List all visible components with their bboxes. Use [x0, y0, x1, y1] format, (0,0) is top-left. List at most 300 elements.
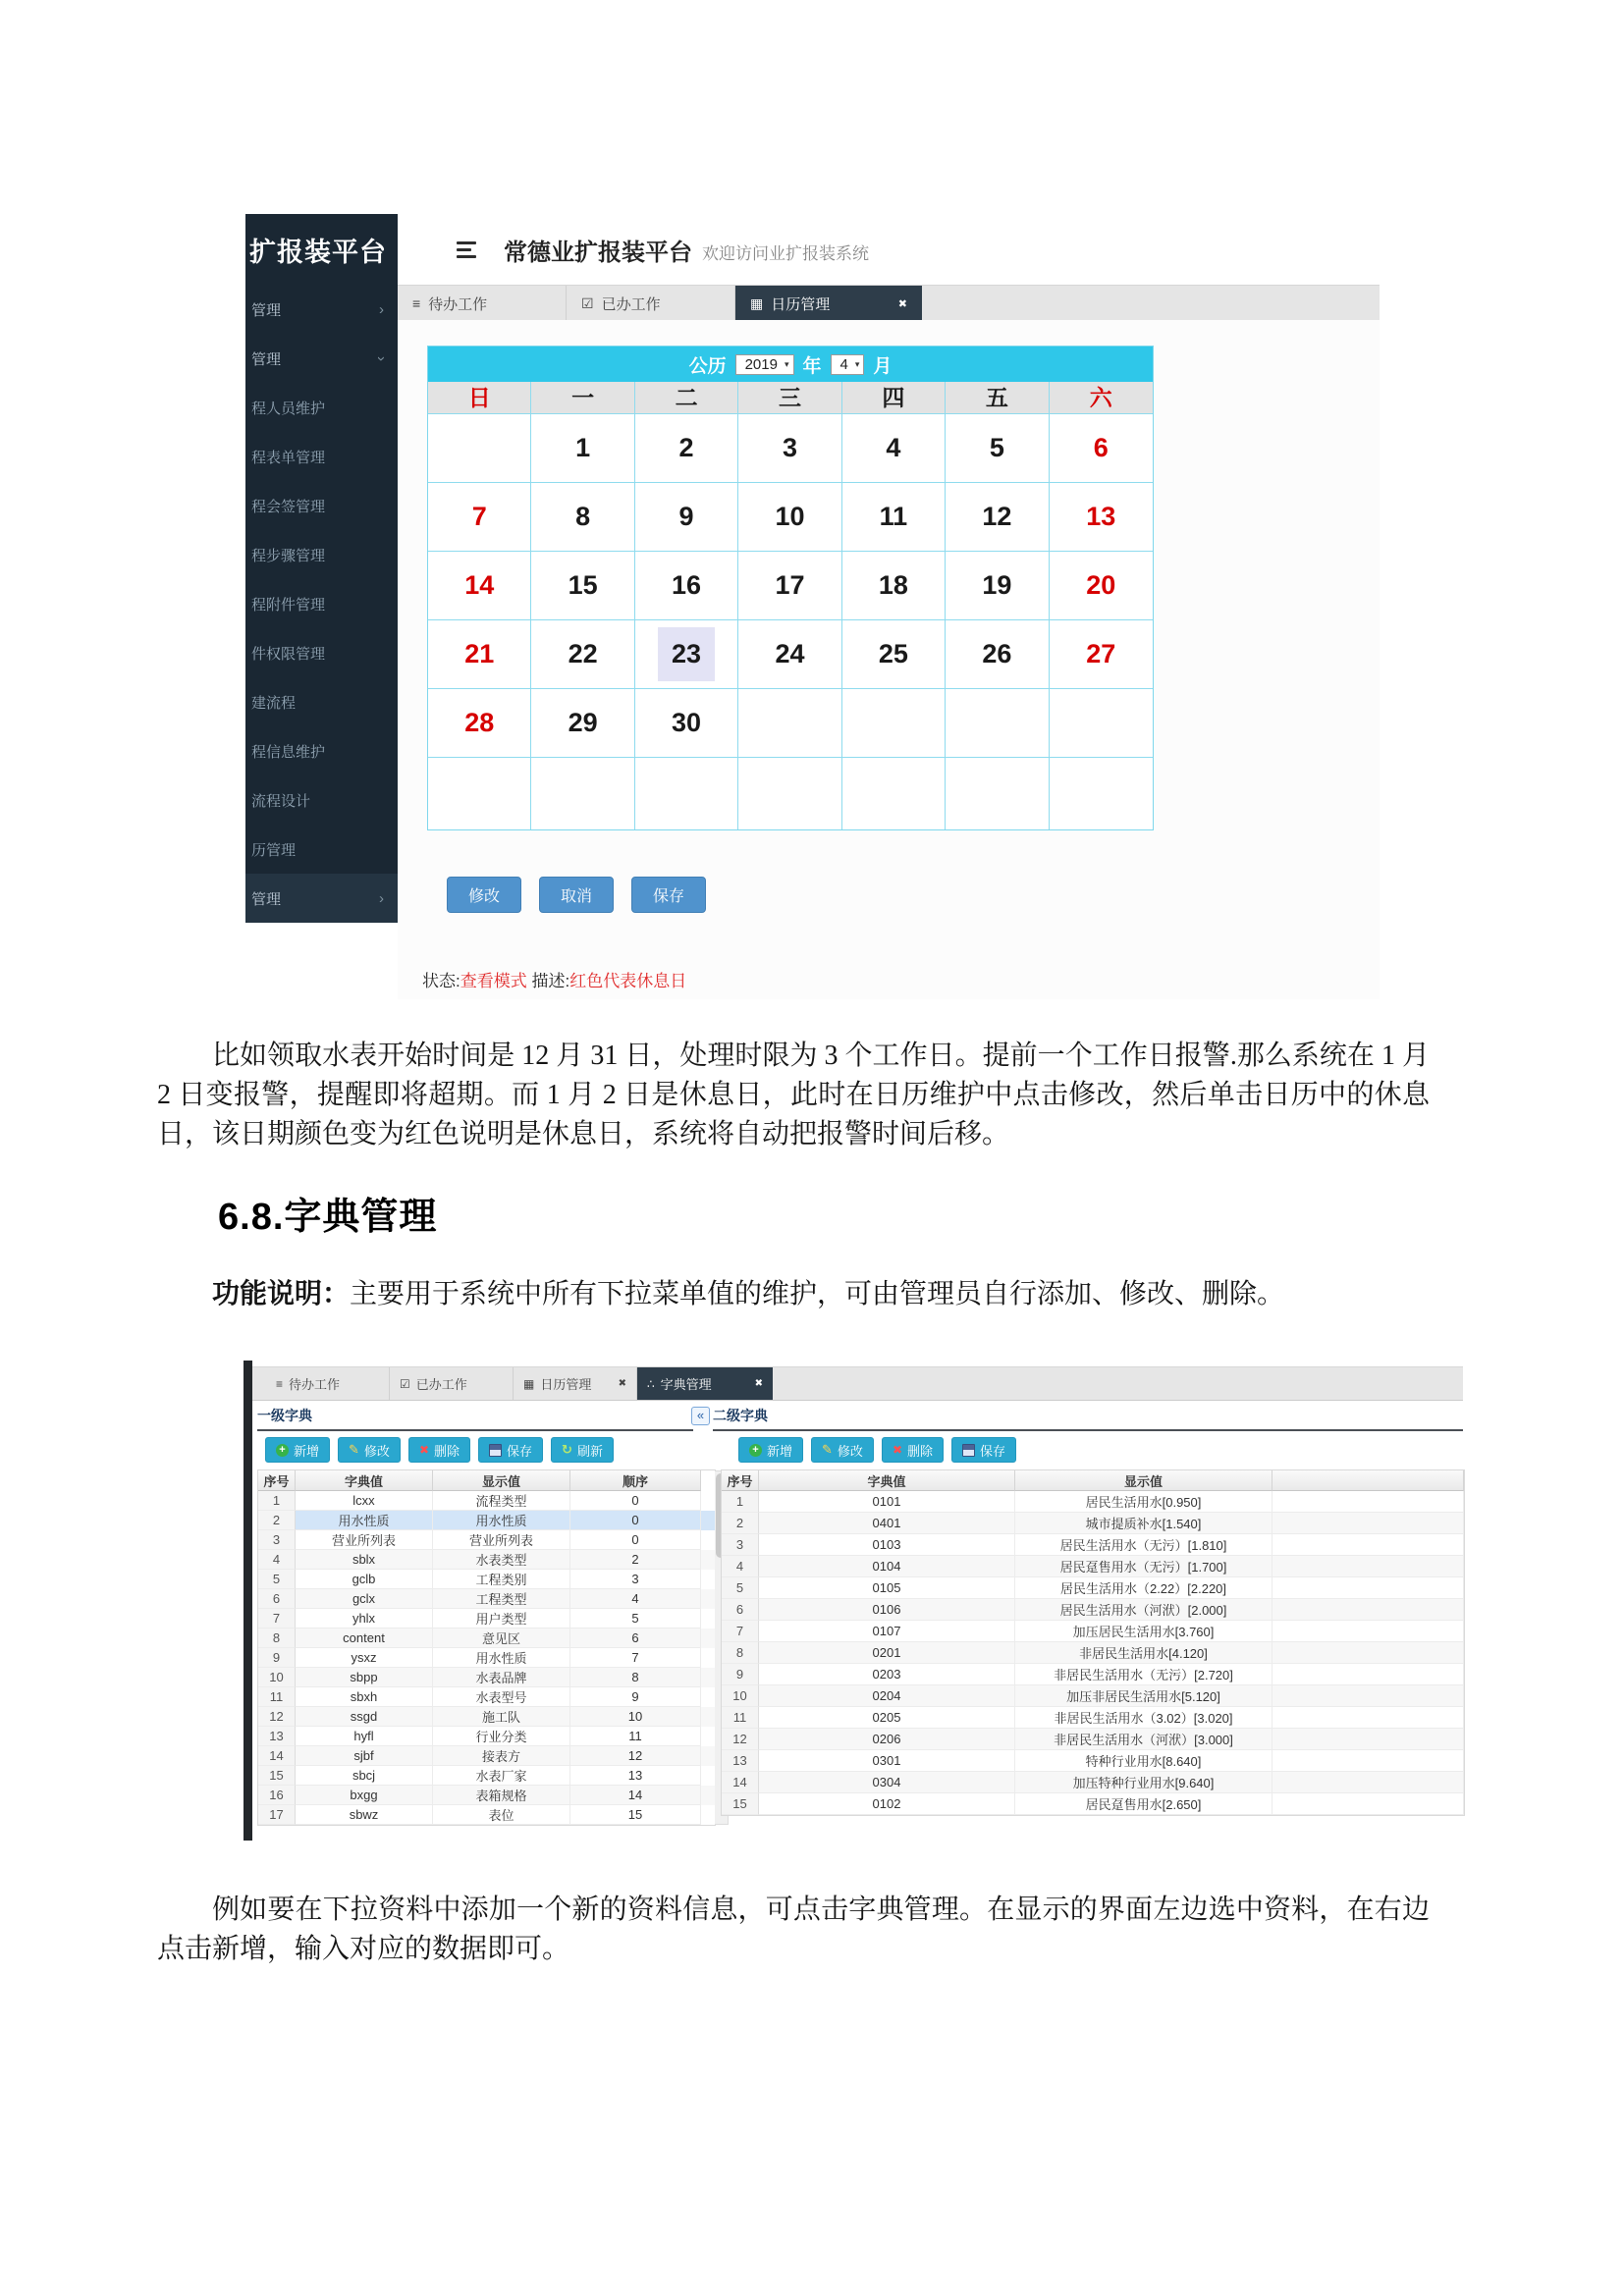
- table-cell: sjbf: [296, 1746, 433, 1766]
- calendar-date-cell: [842, 758, 946, 829]
- menu-toggle-icon[interactable]: [457, 241, 476, 258]
- calendar-date-cell[interactable]: [842, 483, 946, 552]
- calendar-date-cell[interactable]: [428, 552, 531, 620]
- save-button[interactable]: 保存: [631, 877, 706, 913]
- table-cell: 16: [258, 1786, 296, 1805]
- calendar-date-cell[interactable]: [428, 483, 531, 552]
- table-row[interactable]: [258, 1648, 715, 1668]
- cancel-button[interactable]: 取消: [539, 877, 614, 913]
- table-cell: 10: [258, 1668, 296, 1687]
- table-row[interactable]: [258, 1766, 715, 1786]
- calendar-date-cell[interactable]: [428, 689, 531, 758]
- table-cell: sbcj: [296, 1766, 433, 1786]
- calendar-date-cell[interactable]: [946, 483, 1049, 552]
- table-cell: 2: [258, 1511, 296, 1530]
- table-row[interactable]: [258, 1530, 715, 1550]
- table-row[interactable]: [722, 1556, 1464, 1577]
- calendar-tab-bar: [398, 285, 1380, 322]
- sidebar-item[interactable]: [245, 775, 398, 825]
- table-cell: 9: [722, 1664, 759, 1685]
- table-cell: 5: [722, 1577, 759, 1599]
- calendar-week-row: [428, 758, 1153, 829]
- calendar-date-cell[interactable]: [946, 620, 1049, 689]
- table-row[interactable]: [258, 1491, 715, 1511]
- section-heading: 6.8.字典管理: [218, 1197, 438, 1238]
- calendar-date-cell[interactable]: [635, 414, 738, 483]
- calendar-date-cell[interactable]: [635, 483, 738, 552]
- date-number: 5: [989, 433, 1004, 462]
- table-row[interactable]: [722, 1685, 1464, 1707]
- del-icon: ✖: [892, 1443, 902, 1457]
- sidebar: [245, 214, 398, 923]
- column-header: 顺序: [570, 1470, 701, 1491]
- tab-label: 已办工作: [601, 295, 661, 313]
- del-icon: ✖: [418, 1443, 429, 1457]
- month-select[interactable]: [831, 354, 865, 375]
- calendar-date-cell[interactable]: [531, 689, 634, 758]
- sidebar-item[interactable]: [245, 579, 398, 628]
- dictionary-screenshot: [244, 1353, 1463, 1841]
- table-cell: ssgd: [296, 1707, 433, 1727]
- tab-待办工作[interactable]: [266, 1367, 390, 1400]
- tab-label: 日历管理: [771, 295, 831, 313]
- calendar-date-cell[interactable]: [531, 620, 634, 689]
- table-cell: [1272, 1729, 1464, 1750]
- close-icon[interactable]: ✖: [754, 1378, 763, 1389]
- edit-button[interactable]: [811, 1437, 874, 1463]
- table-cell: 表位: [433, 1805, 570, 1825]
- tab-label: 日历管理: [540, 1377, 592, 1392]
- table-cell: 2: [570, 1550, 701, 1570]
- table-cell: 6: [722, 1599, 759, 1621]
- table-cell: [1272, 1556, 1464, 1577]
- table-cell: 居民生活用水（无污）[1.810]: [1015, 1534, 1272, 1556]
- weekday-header: 四: [842, 382, 946, 414]
- save-button[interactable]: [951, 1437, 1016, 1463]
- delete-button[interactable]: [408, 1437, 470, 1463]
- add-icon: +: [276, 1444, 289, 1457]
- desc-text: 红色代表休息日: [569, 972, 687, 990]
- table-cell: 0201: [759, 1642, 1015, 1664]
- sidebar-item-label: 程步骤管理: [251, 547, 326, 564]
- table-cell: [1272, 1685, 1464, 1707]
- check-icon: ☑: [400, 1376, 410, 1391]
- calendar-actions: [447, 877, 724, 913]
- table-row[interactable]: [258, 1550, 715, 1570]
- table-cell: 0103: [759, 1534, 1015, 1556]
- table-cell: 15: [570, 1805, 701, 1825]
- table-cell: 10: [722, 1685, 759, 1707]
- calendar-date-cell[interactable]: [531, 483, 634, 552]
- calendar-date-cell[interactable]: [635, 552, 738, 620]
- table-cell: [1272, 1664, 1464, 1685]
- add-icon: +: [749, 1444, 762, 1457]
- table-cell: 2: [722, 1513, 759, 1534]
- toolbar-button-label: 刷新: [576, 1443, 603, 1459]
- date-number: 28: [464, 708, 495, 737]
- weekday-header: 五: [946, 382, 1049, 414]
- table-cell: 居民生活用水[0.950]: [1015, 1491, 1272, 1513]
- main-area: [398, 214, 1380, 999]
- sidebar-item[interactable]: [245, 726, 398, 775]
- date-number: 18: [878, 570, 908, 600]
- dropdown-arrow-icon: ▾: [854, 358, 860, 369]
- table-row[interactable]: [258, 1727, 715, 1746]
- column-header: 显示值: [1015, 1470, 1272, 1491]
- table-row[interactable]: [258, 1511, 715, 1530]
- table-row[interactable]: [722, 1534, 1464, 1556]
- sidebar-item[interactable]: [245, 481, 398, 530]
- table-row[interactable]: [722, 1772, 1464, 1793]
- table-cell: 居民生活用水（2.22）[2.220]: [1015, 1577, 1272, 1599]
- chevron-right-icon: ›: [379, 300, 384, 318]
- sidebar-item[interactable]: [245, 677, 398, 726]
- table-cell: 11: [570, 1727, 701, 1746]
- date-number: 19: [982, 570, 1012, 600]
- table-cell: 17: [258, 1805, 296, 1825]
- table-cell: 9: [570, 1687, 701, 1707]
- sidebar-item[interactable]: [245, 628, 398, 677]
- table-row[interactable]: [258, 1589, 715, 1609]
- date-number: 11: [879, 502, 908, 531]
- refresh-button[interactable]: [551, 1437, 614, 1463]
- table-cell: 接表方: [433, 1746, 570, 1766]
- table-row[interactable]: [722, 1577, 1464, 1599]
- table-row[interactable]: [722, 1793, 1464, 1815]
- delete-button[interactable]: [882, 1437, 944, 1463]
- table-cell: 工程类别: [433, 1570, 570, 1589]
- date-number: 2: [678, 433, 694, 462]
- save-button[interactable]: [478, 1437, 543, 1463]
- table-cell: 加压居民生活用水[3.760]: [1015, 1621, 1272, 1642]
- table-row[interactable]: [722, 1621, 1464, 1642]
- table-cell: 非居民生活用水（3.02）[3.020]: [1015, 1707, 1272, 1729]
- table-row[interactable]: [722, 1491, 1464, 1513]
- table-row[interactable]: [258, 1668, 715, 1687]
- weekday-header: 三: [738, 382, 841, 414]
- sidebar-item-label: 件权限管理: [251, 645, 326, 663]
- refresh-icon: ↻: [562, 1442, 572, 1457]
- sidebar-item[interactable]: [245, 825, 398, 874]
- sidebar-item[interactable]: [245, 432, 398, 481]
- table-cell: yhlx: [296, 1609, 433, 1629]
- app-logo-title: 扩报装平台: [249, 237, 387, 267]
- sidebar-item-label: 程信息维护: [251, 743, 326, 761]
- date-number: 12: [982, 502, 1012, 531]
- table-cell: 特种行业用水[8.640]: [1015, 1750, 1272, 1772]
- sidebar-item[interactable]: [245, 530, 398, 579]
- table-cell: 施工队: [433, 1707, 570, 1727]
- sidebar-item-label: 流程设计: [251, 792, 311, 810]
- calendar-date-cell[interactable]: [428, 620, 531, 689]
- collapse-panel-button[interactable]: «: [691, 1407, 710, 1425]
- table-cell: 居民趸售用水（无污）[1.700]: [1015, 1556, 1272, 1577]
- table-row[interactable]: [258, 1609, 715, 1629]
- calendar-date-cell[interactable]: [531, 552, 634, 620]
- table-cell: 用水性质: [296, 1511, 433, 1530]
- table-row[interactable]: [258, 1805, 715, 1825]
- calendar-table: [427, 346, 1154, 830]
- table-cell: 用水性质: [433, 1511, 570, 1530]
- calendar-date-cell: [428, 758, 531, 829]
- table-cell: 9: [258, 1648, 296, 1668]
- table-cell: [1272, 1793, 1464, 1815]
- table-cell: sbwz: [296, 1805, 433, 1825]
- table-cell: 11: [722, 1707, 759, 1729]
- table-cell: 用户类型: [433, 1609, 570, 1629]
- primary-table: [257, 1469, 716, 1826]
- table-cell: 13: [258, 1727, 296, 1746]
- table-cell: 5: [258, 1570, 296, 1589]
- table-cell: 0206: [759, 1729, 1015, 1750]
- calendar-weekday-row: [428, 382, 1153, 414]
- table-cell: 0106: [759, 1599, 1015, 1621]
- calendar-grid: [428, 414, 1153, 829]
- tab-字典管理[interactable]: [637, 1367, 773, 1400]
- app-header: [398, 214, 1380, 285]
- table-row[interactable]: [722, 1599, 1464, 1621]
- weekday-header: 二: [635, 382, 738, 414]
- table-cell: 行业分类: [433, 1727, 570, 1746]
- calendar-date-cell[interactable]: [842, 414, 946, 483]
- calendar-date-cell[interactable]: [635, 620, 738, 689]
- sidebar-item-label: 管理: [251, 890, 282, 908]
- table-cell: 4: [722, 1556, 759, 1577]
- sidebar-item[interactable]: [245, 874, 398, 923]
- calendar-date-cell[interactable]: [738, 414, 841, 483]
- weekday-header: 一: [531, 382, 634, 414]
- sidebar-item-label: 管理: [251, 301, 282, 319]
- calendar-week-row: [428, 620, 1153, 689]
- table-cell: 1: [722, 1491, 759, 1513]
- date-number: 22: [568, 639, 598, 668]
- table-cell: 用水性质: [433, 1648, 570, 1668]
- table-cell: 0107: [759, 1621, 1015, 1642]
- secondary-table-body: [722, 1470, 1464, 1815]
- table-cell: 0401: [759, 1513, 1015, 1534]
- date-number: 30: [672, 708, 702, 737]
- column-header: 序号: [722, 1470, 759, 1491]
- list-icon: ≡: [412, 295, 421, 311]
- table-cell: 3: [258, 1530, 296, 1550]
- table-cell: 7: [570, 1648, 701, 1668]
- calendar-date-cell[interactable]: [842, 552, 946, 620]
- table-cell: 水表型号: [433, 1687, 570, 1707]
- sidebar-item[interactable]: [245, 334, 398, 383]
- table-cell: 意见区: [433, 1629, 570, 1648]
- calendar-date-cell[interactable]: [1050, 620, 1153, 689]
- month-unit-label: 月: [873, 355, 893, 377]
- table-cell: 0304: [759, 1772, 1015, 1793]
- year-unit-label: 年: [802, 355, 822, 377]
- table-cell: 居民趸售用水[2.650]: [1015, 1793, 1272, 1815]
- calendar-date-cell[interactable]: [842, 620, 946, 689]
- table-cell: 14: [570, 1786, 701, 1805]
- calendar-week-row: [428, 483, 1153, 552]
- table-cell: 0101: [759, 1491, 1015, 1513]
- tab-日历管理[interactable]: [735, 286, 922, 321]
- table-cell: 0203: [759, 1664, 1015, 1685]
- table-cell: 14: [258, 1746, 296, 1766]
- secondary-panel-title: 二级字典: [713, 1406, 1463, 1431]
- calendar-date-cell[interactable]: [738, 620, 841, 689]
- table-cell: 水表品牌: [433, 1668, 570, 1687]
- edit-button[interactable]: [338, 1437, 401, 1463]
- paragraph-dict-note: 例如要在下拉资料中添加一个新的资料信息，可点击字典管理。在显示的界面左边选中资料，在右边点击新增，输入对应的数据即可。: [157, 1895, 1430, 1964]
- feature-text: 主要用于系统中所有下拉菜单值的维护，可由管理员自行添加、修改、删除。: [350, 1279, 1285, 1309]
- table-cell: 0: [570, 1530, 701, 1550]
- add-button[interactable]: [265, 1437, 330, 1463]
- status-label: 状态:: [422, 972, 460, 990]
- sidebar-item[interactable]: [245, 383, 398, 432]
- table-cell: 13: [722, 1750, 759, 1772]
- calendar-date-cell[interactable]: [738, 483, 841, 552]
- add-button[interactable]: [738, 1437, 803, 1463]
- table-cell: 加压非居民生活用水[5.120]: [1015, 1685, 1272, 1707]
- table-cell: [1272, 1577, 1464, 1599]
- table-row[interactable]: [722, 1729, 1464, 1750]
- dropdown-arrow-icon: ▾: [784, 358, 789, 369]
- primary-toolbar: [265, 1437, 622, 1463]
- calendar-date-cell[interactable]: [738, 552, 841, 620]
- table-cell: sbxh: [296, 1687, 433, 1707]
- tab-label: 字典管理: [660, 1377, 712, 1392]
- toolbar-button-label: 修改: [363, 1443, 390, 1459]
- table-cell: 城市提质补水[1.540]: [1015, 1513, 1272, 1534]
- edit-icon: ✎: [349, 1442, 359, 1457]
- date-number: 4: [886, 433, 901, 462]
- calendar-date-cell[interactable]: [946, 552, 1049, 620]
- left-border-strip: [244, 1361, 252, 1841]
- table-cell: 0104: [759, 1556, 1015, 1577]
- desc-label: 描述:: [531, 972, 570, 990]
- calendar-date-cell[interactable]: [1050, 483, 1153, 552]
- table-cell: 非居民生活用水（河洑）[3.000]: [1015, 1729, 1272, 1750]
- table-row[interactable]: [258, 1746, 715, 1766]
- table-cell: 居民生活用水（河洑）[2.000]: [1015, 1599, 1272, 1621]
- secondary-toolbar: [738, 1437, 1024, 1463]
- tab-待办工作[interactable]: [398, 286, 567, 321]
- table-cell: 4: [570, 1589, 701, 1609]
- date-number: 20: [1086, 570, 1116, 600]
- toolbar-button-label: 新增: [767, 1443, 793, 1459]
- calendar-date-cell[interactable]: [946, 414, 1049, 483]
- primary-table-body: [258, 1470, 715, 1825]
- sidebar-item-label: 程会签管理: [251, 498, 326, 515]
- toolbar-button-label: 保存: [980, 1443, 1006, 1459]
- table-cell: 营业所列表: [296, 1530, 433, 1550]
- table-cell: 非居民生活用水（无污）[2.720]: [1015, 1664, 1272, 1685]
- table-cell: 12: [258, 1707, 296, 1727]
- table-cell: 15: [722, 1793, 759, 1815]
- table-row[interactable]: [722, 1750, 1464, 1772]
- table-cell: gclb: [296, 1570, 433, 1589]
- date-number: 14: [464, 570, 495, 600]
- table-cell: ysxz: [296, 1648, 433, 1668]
- date-number: 23: [658, 627, 715, 681]
- weekday-header: 六: [1050, 382, 1153, 414]
- status-bar: [422, 967, 686, 991]
- calendar-content: [398, 320, 1380, 999]
- sidebar-item-label: 管理: [251, 350, 282, 368]
- modify-button[interactable]: 修改: [447, 877, 521, 913]
- welcome-text: 欢迎访问业扩报装系统: [702, 243, 869, 263]
- table-cell: 7: [258, 1609, 296, 1629]
- tab-已办工作[interactable]: [390, 1367, 514, 1400]
- table-cell: gclx: [296, 1589, 433, 1609]
- tab-已办工作[interactable]: [567, 286, 735, 321]
- sidebar-item-label: 历管理: [251, 841, 297, 859]
- table-cell: 6: [258, 1589, 296, 1609]
- table-row[interactable]: [722, 1642, 1464, 1664]
- toolbar-button-label: 修改: [837, 1443, 863, 1459]
- table-cell: 15: [258, 1766, 296, 1786]
- calendar-date-cell[interactable]: [635, 689, 738, 758]
- date-number: 21: [464, 639, 495, 668]
- calendar-date-cell: [738, 689, 841, 758]
- calendar-date-cell[interactable]: [1050, 552, 1153, 620]
- table-cell: 5: [570, 1609, 701, 1629]
- table-cell: 6: [570, 1629, 701, 1648]
- feature-label: 功能说明：: [212, 1278, 351, 1308]
- table-cell: 0: [570, 1491, 701, 1511]
- column-header: [1272, 1470, 1464, 1491]
- table-row[interactable]: [258, 1570, 715, 1589]
- save-icon: [962, 1444, 975, 1457]
- tab-label: 待办工作: [289, 1377, 341, 1392]
- toolbar-button-label: 保存: [507, 1443, 533, 1459]
- table-row[interactable]: [722, 1513, 1464, 1534]
- calendar-date-cell: [842, 689, 946, 758]
- status-mode: 查看模式: [460, 972, 527, 990]
- sidebar-item-label: 程表单管理: [251, 449, 326, 466]
- table-cell: [1272, 1491, 1464, 1513]
- calendar-week-row: [428, 689, 1153, 758]
- tab-日历管理[interactable]: [514, 1367, 637, 1400]
- date-number: 15: [568, 570, 598, 600]
- close-icon[interactable]: ✖: [618, 1378, 626, 1389]
- table-header-row: [722, 1470, 1464, 1491]
- sidebar-item-label: 程人员维护: [251, 400, 326, 417]
- table-row[interactable]: [722, 1664, 1464, 1685]
- toolbar-button-label: 新增: [294, 1443, 320, 1459]
- calendar-week-row: [428, 552, 1153, 620]
- edit-icon: ✎: [822, 1442, 833, 1457]
- table-row[interactable]: [258, 1687, 715, 1707]
- app-title: 常德业扩报装平台: [504, 239, 692, 266]
- tab-label: 待办工作: [428, 295, 488, 313]
- table-row[interactable]: [258, 1707, 715, 1727]
- table-cell: [1272, 1642, 1464, 1664]
- calendar-date-cell[interactable]: [531, 414, 634, 483]
- sidebar-item-label: 建流程: [251, 694, 297, 712]
- table-cell: [1272, 1772, 1464, 1793]
- table-cell: 14: [722, 1772, 759, 1793]
- column-header: 字典值: [759, 1470, 1015, 1491]
- table-cell: 4: [258, 1550, 296, 1570]
- table-row[interactable]: [258, 1786, 715, 1805]
- sidebar-item[interactable]: [245, 285, 398, 334]
- table-header-row: [258, 1470, 715, 1491]
- table-cell: content: [296, 1629, 433, 1648]
- table-cell: [1272, 1621, 1464, 1642]
- table-cell: [1272, 1750, 1464, 1772]
- table-row[interactable]: [258, 1629, 715, 1648]
- year-select[interactable]: [735, 354, 794, 375]
- close-icon[interactable]: ✖: [897, 297, 907, 310]
- calendar-date-cell[interactable]: [1050, 414, 1153, 483]
- table-row[interactable]: [722, 1707, 1464, 1729]
